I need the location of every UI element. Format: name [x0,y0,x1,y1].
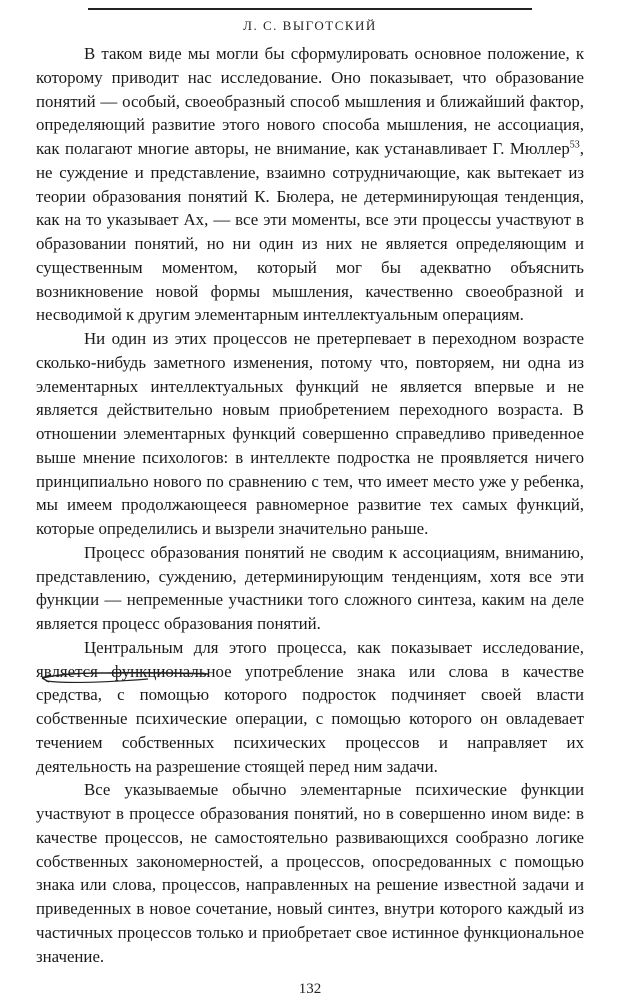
body-text [36,42,584,968]
footnote-reference: 53 [569,139,580,151]
running-head: Л. С. ВЫГОТСКИЙ [243,18,377,33]
paragraph-1 [36,42,584,327]
header-rule [88,8,532,10]
paragraph-5: Все указываемые обычно элементарные психические функции участвуют в процессе образования понятий, но в совершенно ином виде: в качестве процессов, не самостоятельно развивающихся сообразно логике собственных закономерностей, а процессов, опосредованных с помощью знака или слова, процессов, направленных на решение известной задачи и приведенных в новое сочетание, новый синтез, внутри которого каждый из частичных процессов только и приобретает свое истинное функциональное значение. [36,780,584,966]
paragraph-1-text-b: , не суждение и представление, взаимно сотрудничающие, как вытекает из теории образования понятий К. Бюлера, не детерминирующая тенденция, как на то указывает Ах, — все эти моменты, все эти процессы участвуют в образовании понятий, но ни один из них не является определяющим и существенным моментом, который мог бы адекватно объяснить возникновение новой формы мышления, качественно своеобразной и несводимой к другим элементарным интеллектуальным операциям. [36,139,584,325]
paragraph-4: Центральным для этого процесса, как показывает исследование, является функциональное употребление знака или слова в качестве средства, с помощью которого подросток подчиняет своей власти собственные психические операции, с помощью которого он овладевает течением собственных психических процессов и направляет их деятельность на разрешение стоящей перед ним задачи. [36,637,584,776]
paragraph-3: Процесс образования понятий не сводим к ассоциациям, вниманию, представлению, суждению, детерминирующим тенденциям, хотя все эти функции — непременные участники того сложного синтеза, каким на деле является процесс образования понятий. [36,542,584,633]
page-number: 132 [298,981,322,997]
paragraph-2: Ни один из этих процессов не претерпевает в переходном возрасте сколько-нибудь заметного изменения, потому что, повторяем, ни одна из элементарных интеллектуальных функций не является впервые и не является действительно новым приобретением переходного возраста. В отношении элементарных функций совершенно справедливо приведенное выше мнение психологов: в интеллекте подростка не проявляется ничего принципиально нового по сравнению с тем, что имеет место уже у ребенка, мы имеем продолжающееся равномерное развитие тех самых функций, которые определились и вызрели значительно раньше. [36,329,584,538]
paragraph-1-text-a: В таком виде мы могли бы сформулировать основное положение, к которому приводит нас исследование. Оно показывает, что образование понятий — особый, своеобразный способ мышления и ближайший фактор, определяющий развитие этого нового способа мышления, не ассоциация, как полагают многие авторы, не внимание, как устанавливает Г. Мюллер [36,44,584,158]
